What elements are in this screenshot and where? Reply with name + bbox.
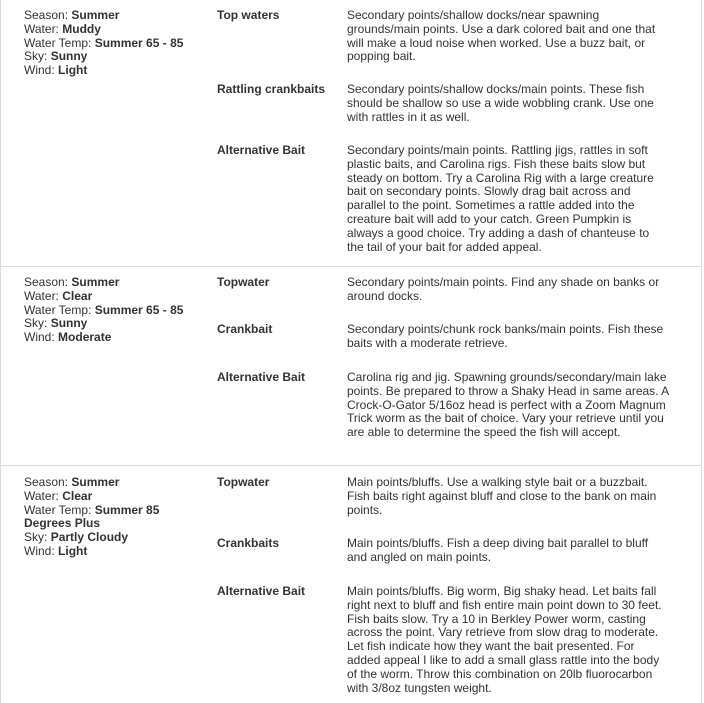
- baits-list: [217, 9, 701, 266]
- water-value: Clear: [62, 488, 93, 503]
- wind-line: Wind: Light: [24, 63, 88, 78]
- water-temp-value: Summer 65 - 85: [94, 302, 184, 317]
- bait-name: Alternative Bait: [217, 584, 306, 598]
- sky-line: Sky: Sunny: [24, 49, 88, 64]
- bait-name: Alternative Bait: [217, 143, 306, 157]
- bait-name: Crankbaits: [217, 536, 280, 550]
- conditions-block: [1, 476, 217, 703]
- water-temp-line: Water Temp: Summer 85 Degrees Plus: [24, 502, 160, 531]
- wind-value: Moderate: [58, 330, 112, 345]
- bait-row: [217, 83, 701, 144]
- bait-row: [217, 144, 701, 254]
- wind-line: Wind: Moderate: [24, 330, 112, 345]
- season-line: Season: Summer: [24, 8, 120, 22]
- season-line: Season: Summer: [24, 275, 120, 289]
- conditions-block: [1, 276, 217, 465]
- wind-line: Wind: Light: [24, 543, 88, 558]
- bait-description: Secondary points/shallow docks/near spawning grounds/main points. Use a dark colored bait and one that will make a loud noise when worked. Use a buzz bait, or popping bait.: [347, 8, 656, 64]
- water-value: Muddy: [62, 21, 101, 36]
- season-value: Summer: [71, 8, 120, 22]
- water-line: Water: Muddy: [24, 21, 101, 36]
- bait-row: [217, 371, 701, 440]
- bait-description: Secondary points/shallow docks/main points. These fish should be shallow so use a wide wobbling crank. Use one with rattles in it as well.: [347, 82, 654, 124]
- water-temp-line: Water Temp: Summer 65 - 85: [24, 302, 184, 317]
- bait-name: Alternative Bait: [217, 370, 306, 384]
- bait-description: Main points/bluffs. Big worm, Big shaky head. Let baits fall right next to bluff and fish entire main point down to 30 feet. Fish baits slow. Try a 10 in Berkley Power worm, casting across the point. Vary retrieve from slow drag to moderate. Let fish indicate how they want the bait presented. For added appeal I like to add a small glass rattle into the body of the worm. Throw this combination on 20lb fluorocarbon with 3/8oz tungsten weight.: [347, 584, 662, 695]
- wind-value: Light: [58, 543, 88, 558]
- water-temp-value: Summer 85 Degrees Plus: [24, 502, 160, 531]
- bait-name: Topwater: [217, 275, 270, 289]
- water-line: Water: Clear: [24, 488, 93, 503]
- bait-description: Secondary points/main points. Rattling jigs, rattles in soft plastic baits, and Carolina rigs. Fish these baits slow but steady on bottom. Try a Carolina Rig with a large creature bait on secondary points. Slowly drag bait across and parallel to the point. Sometimes a rattle added into the creature bait will add to your catch. Green Pumpkin is always a good choice. Try adding a dash of chanteuse to the tail of your bait for added appeal.: [347, 143, 654, 254]
- bait-description: Main points/bluffs. Use a walking style bait or a buzzbait. Fish baits right against bluff and close to the bank on main points.: [347, 475, 657, 517]
- bait-row: [217, 323, 701, 371]
- wind-value: Light: [58, 63, 88, 78]
- sky-value: Sunny: [50, 49, 88, 64]
- water-line: Water: Clear: [24, 288, 93, 303]
- bait-description: Secondary points/chunk rock banks/main points. Fish these baits with a moderate retrieve.: [347, 322, 664, 350]
- bait-row: [217, 476, 701, 537]
- bait-description: Secondary points/main points. Find any shade on banks or around docks.: [347, 275, 660, 303]
- conditions-section: [1, 466, 701, 703]
- water-value: Clear: [62, 288, 93, 303]
- sky-line: Sky: Sunny: [24, 316, 88, 331]
- conditions-section: [1, 0, 701, 267]
- water-temp-line: Water Temp: Summer 65 - 85: [24, 35, 184, 50]
- bait-row: [217, 9, 701, 83]
- bait-description: Main points/bluffs. Fish a deep diving bait parallel to bluff and angled on main points.: [347, 536, 649, 564]
- bait-name: Topwater: [217, 475, 270, 489]
- baits-list: [217, 476, 701, 703]
- bait-name: Crankbait: [217, 322, 273, 336]
- conditions-block: [1, 9, 217, 266]
- bait-name: Top waters: [217, 8, 280, 22]
- bait-name: Rattling crankbaits: [217, 82, 326, 96]
- bait-row: [217, 537, 701, 585]
- season-value: Summer: [71, 475, 120, 489]
- sky-line: Sky: Partly Cloudy: [24, 530, 129, 545]
- bait-description: Carolina rig and jig. Spawning grounds/secondary/main lake points. Be prepared to throw a Shaky Head in same areas. A Crock-O-Gator 5/16oz head is perfect with a Zoom Magnum Trick worm as the bait of choice. Vary your retrieve until you are able to determine the speed the fish will accept.: [347, 370, 669, 440]
- bait-row: [217, 585, 701, 695]
- conditions-section: [1, 267, 701, 466]
- season-line: Season: Summer: [24, 475, 120, 489]
- sky-value: Sunny: [50, 316, 88, 331]
- sky-value: Partly Cloudy: [50, 530, 129, 545]
- bait-row: [217, 276, 701, 323]
- water-temp-value: Summer 65 - 85: [94, 35, 184, 50]
- season-value: Summer: [71, 275, 120, 289]
- baits-list: [217, 276, 701, 465]
